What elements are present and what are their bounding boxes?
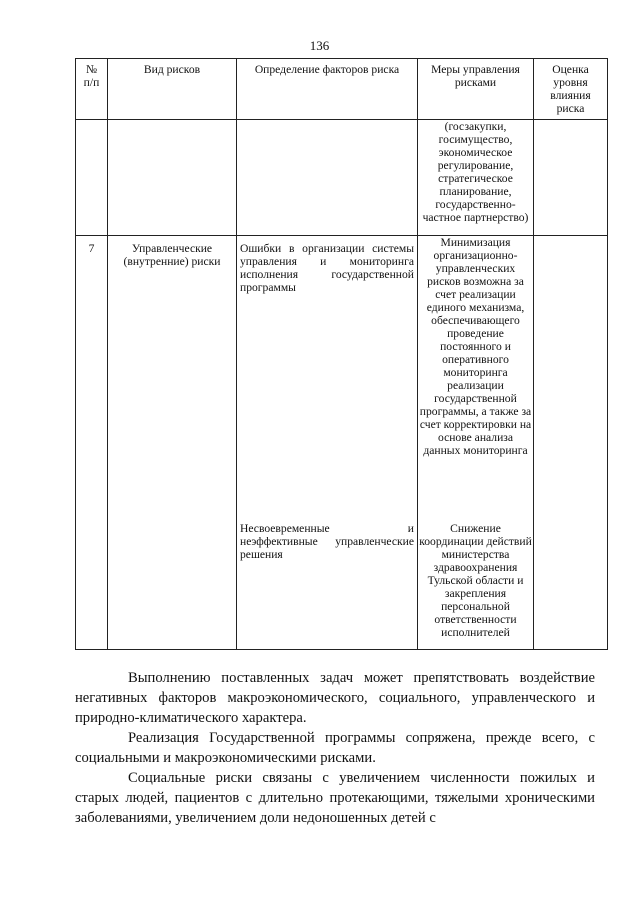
factor-item: Несвоевременные и неэффективные управленческие решения (240, 522, 414, 561)
header-cell: № п/п (76, 59, 108, 120)
body-paragraph: Социальные риски связаны с увеличением численности пожилых и старых людей, пациентов с длительно протекающими, тяжелыми хроническими заболеваниями, увеличением доли недоношенных детей с (75, 770, 595, 826)
row-number-cell: 7 (76, 236, 108, 650)
factor-item: Ошибки в организации системы управления и мониторинга исполнения государственной программы (240, 242, 414, 294)
table-header-row (76, 59, 608, 120)
risk-table (75, 58, 608, 650)
row-number-cell (76, 120, 108, 236)
table-row (76, 236, 608, 650)
measure-item: Минимизация организационно-управленческих рисков возможна за счет реализации единого механизма, обеспечивающего проведение постоянного и оперативного мониторинга реализации государственной программы, а также за счет корректировки на основе анализа данных мониторинга (419, 236, 532, 457)
body-paragraph: Реализация Государственной программы сопряжена, прежде всего, с социальными и макроэкономическими рисками. (75, 730, 595, 766)
risk-assessment-cell (534, 120, 608, 236)
risk-measures-cell (418, 236, 534, 650)
measure-item: Снижение координации действий министерства здравоохранения Тульской области и закрепления персональной ответственности исполнителей (419, 522, 532, 639)
risk-assessment-cell (534, 236, 608, 650)
risk-measures-cell: (госзакупки, госимущество, экономическое регулирование, стратегическое планирование, государственно-частное партнерство) (418, 120, 534, 236)
header-cell: Определение факторов риска (237, 59, 418, 120)
risk-factors-cell (237, 236, 418, 650)
header-cell: Вид рисков (108, 59, 237, 120)
table-row (76, 120, 608, 236)
header-cell: Меры управления рисками (418, 59, 534, 120)
body-paragraph: Выполнению поставленных задач может препятствовать воздействие негативных факторов макроэкономического, социального, управленческого и природно-климатического характера. (75, 670, 595, 726)
risk-factors-cell (237, 120, 418, 236)
risk-type-cell (108, 120, 237, 236)
page-number: 136 (309, 38, 330, 53)
header-cell: Оценка уровня влияния риска (534, 59, 608, 120)
risk-type-cell: Управленческие (внутренние) риски (108, 236, 237, 650)
